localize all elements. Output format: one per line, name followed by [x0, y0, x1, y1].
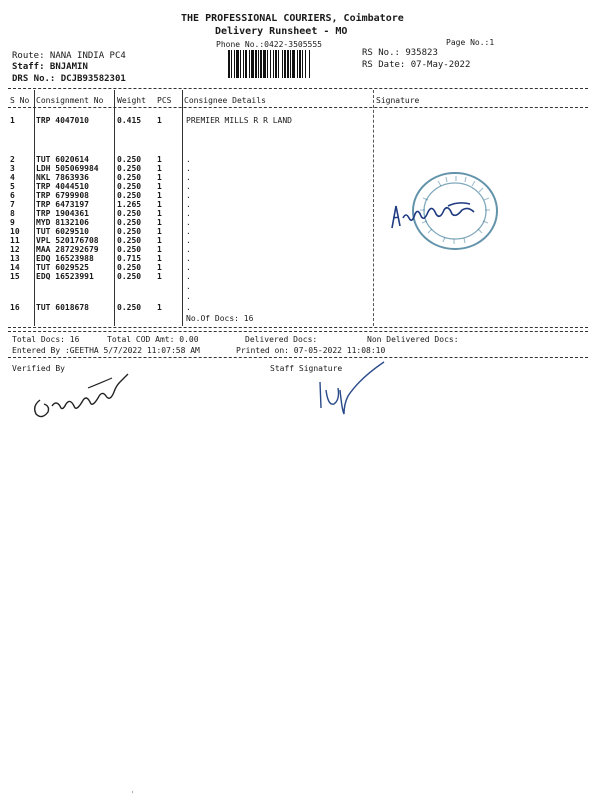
header-bottom-rule — [8, 107, 588, 108]
row-pcs: 1 — [157, 218, 162, 227]
row-pcs: 1 — [157, 116, 162, 125]
barcode-bar — [278, 50, 279, 78]
table-row — [0, 191, 600, 200]
table-row — [0, 218, 600, 227]
row-weight: 0.250 — [117, 155, 142, 164]
total-cod-amount: Total COD Amt: 0.00 — [107, 335, 199, 344]
row-weight: 0.250 — [117, 164, 142, 173]
table-row — [0, 209, 600, 218]
barcode-bar — [273, 50, 274, 78]
barcode-bar — [299, 50, 301, 78]
table-row — [0, 254, 600, 263]
row-sno: 6 — [10, 191, 15, 200]
row-weight: 0.250 — [117, 173, 142, 182]
row-weight: 0.715 — [117, 254, 142, 263]
table-row — [0, 263, 600, 272]
barcode-bar — [297, 50, 298, 78]
barcode-bar — [231, 50, 232, 78]
barcode-bar — [249, 50, 250, 78]
barcode-bar — [258, 50, 259, 78]
header-weight: Weight — [117, 96, 146, 105]
barcode-bar — [243, 50, 244, 78]
row-consignment: MYD 8132106 — [36, 218, 89, 227]
header-signature: Signature — [376, 96, 420, 105]
row-sno: 5 — [10, 182, 15, 191]
row-weight: 0.250 — [117, 227, 142, 236]
staff-signature-label: Staff Signature — [270, 364, 343, 373]
barcode — [228, 50, 356, 78]
header-consignee-details: Consignee Details — [184, 96, 266, 105]
row-consignee: . — [186, 218, 191, 227]
row-sno: 12 — [10, 245, 20, 254]
row-sno: 13 — [10, 254, 20, 263]
row-consignee: . — [186, 236, 191, 245]
row-sno: 14 — [10, 263, 20, 272]
row-consignment: NKL 7863936 — [36, 173, 89, 182]
row-consignee: . — [186, 182, 191, 191]
row-consignment: TUT 6029510 — [36, 227, 89, 236]
barcode-bar — [234, 50, 235, 78]
row-sno: 3 — [10, 164, 15, 173]
row-sno: 10 — [10, 227, 20, 236]
rs-number: RS No.: 935823 — [362, 48, 438, 58]
consignee-dot: . — [186, 292, 191, 301]
row-consignment: TRP 4044510 — [36, 182, 89, 191]
row-consignee: . — [186, 272, 191, 281]
entered-by: Entered By :GEETHA 5/7/2022 11:07:58 AM — [12, 346, 200, 355]
row-sno: 11 — [10, 236, 20, 245]
barcode-bar — [292, 50, 295, 78]
row-pcs: 1 — [157, 155, 162, 164]
row-weight: 0.250 — [117, 191, 142, 200]
row-pcs: 1 — [157, 200, 162, 209]
row-weight: 0.250 — [117, 263, 142, 272]
row-weight: 0.250 — [117, 182, 142, 191]
barcode-bar — [228, 50, 230, 78]
row-consignee: . — [186, 254, 191, 263]
row-pcs: 1 — [157, 191, 162, 200]
row-pcs: 1 — [157, 173, 162, 182]
barcode-bar — [263, 50, 266, 78]
row-consignee: . — [186, 209, 191, 218]
row-weight: 0.250 — [117, 303, 142, 312]
page-mark: ' — [130, 790, 135, 799]
header-sno: S No — [10, 96, 30, 105]
row-sno: 9 — [10, 218, 15, 227]
rs-date: RS Date: 07-May-2022 — [362, 60, 471, 70]
non-delivered-docs: Non Delivered Docs: — [367, 335, 459, 344]
barcode-bar — [302, 50, 303, 78]
consignee-dot: . — [186, 282, 191, 291]
row-pcs: 1 — [157, 209, 162, 218]
table-row — [0, 236, 600, 245]
row-consignment: EDQ 16523991 — [36, 272, 94, 281]
row-sno: 4 — [10, 173, 15, 182]
row-consignee: . — [186, 263, 191, 272]
row-consignee: . — [186, 155, 191, 164]
row-consignee: . — [186, 227, 191, 236]
total-docs: Total Docs: 16 — [12, 335, 80, 344]
row-weight: 0.250 — [117, 209, 142, 218]
barcode-bar — [251, 50, 254, 78]
row-consignment: MAA 287292679 — [36, 245, 99, 254]
row-consignee: PREMIER MILLS R R LAND — [186, 116, 292, 125]
row-consignment: VPL 520176708 — [36, 236, 99, 245]
barcode-bar — [282, 50, 283, 78]
barcode-bar — [270, 50, 271, 78]
barcode-bar — [267, 50, 268, 78]
row-consignment: TRP 4047010 — [36, 116, 89, 125]
row-sno: 15 — [10, 272, 20, 281]
row-sno: 2 — [10, 155, 15, 164]
row-pcs: 1 — [157, 182, 162, 191]
consignee-signature — [388, 196, 488, 232]
staff-signature — [300, 360, 390, 418]
row-weight: 0.415 — [117, 116, 142, 125]
row-consignee: . — [186, 200, 191, 209]
table-row — [0, 164, 600, 173]
row-consignment: TUT 6020614 — [36, 155, 89, 164]
row-sno: 1 — [10, 116, 15, 125]
row-pcs: 1 — [157, 254, 162, 263]
row-sno: 8 — [10, 209, 15, 218]
barcode-bar — [236, 50, 239, 78]
header-top-rule — [8, 88, 588, 89]
row-consignment: TRP 6799908 — [36, 191, 89, 200]
page-number: Page No.:1 — [446, 38, 495, 47]
row-pcs: 1 — [157, 263, 162, 272]
row-consignee: . — [186, 164, 191, 173]
row-weight: 0.250 — [117, 236, 142, 245]
barcode-bar — [245, 50, 247, 78]
footer-rule — [8, 331, 588, 332]
staff-label: Staff: BNJAMIN — [12, 62, 88, 72]
table-row — [0, 200, 600, 209]
row-pcs: 1 — [157, 303, 162, 312]
table-row — [0, 173, 600, 182]
barcode-bar — [309, 50, 310, 78]
table-row — [0, 245, 600, 254]
header-consignment: Consignment No — [36, 96, 104, 105]
no-of-docs: No.Of Docs: 16 — [186, 314, 254, 323]
row-consignee: . — [186, 191, 191, 200]
row-consignee: . — [186, 245, 191, 254]
row-pcs: 1 — [157, 164, 162, 173]
row-pcs: 1 — [157, 245, 162, 254]
row-weight: 1.265 — [117, 200, 142, 209]
table-row — [0, 227, 600, 236]
company-name: THE PROFESSIONAL COURIERS, Coimbatore — [181, 13, 404, 24]
row-consignee: . — [186, 303, 191, 312]
footer-bottom-rule — [8, 357, 588, 358]
table-row — [0, 303, 600, 312]
row-pcs: 1 — [157, 227, 162, 236]
document-title: Delivery Runsheet - MO — [215, 26, 348, 37]
barcode-bar — [240, 50, 241, 78]
row-weight: 0.250 — [117, 245, 142, 254]
row-consignment: TUT 6018678 — [36, 303, 89, 312]
row-consignee: . — [186, 173, 191, 182]
table-bottom-rule — [8, 327, 588, 328]
table-row — [0, 272, 600, 281]
row-weight: 0.250 — [117, 272, 142, 281]
row-consignment: TRP 6473197 — [36, 200, 89, 209]
row-sno: 7 — [10, 200, 15, 209]
row-consignment: EDQ 16523988 — [36, 254, 94, 263]
table-row — [0, 155, 600, 164]
barcode-bar — [305, 50, 306, 78]
barcode-bar — [284, 50, 286, 78]
barcode-bar — [260, 50, 262, 78]
table-row — [0, 116, 600, 125]
row-consignment: TRP 1904361 — [36, 209, 89, 218]
printed-on: Printed on: 07-05-2022 11:08:10 — [236, 346, 386, 355]
barcode-bar — [287, 50, 289, 78]
route-label: Route: NANA INDIA PC4 — [12, 51, 126, 61]
header-pcs: PCS — [157, 96, 172, 105]
table-row — [0, 182, 600, 191]
row-pcs: 1 — [157, 272, 162, 281]
verified-by-label: Verified By — [12, 364, 65, 373]
row-sno: 16 — [10, 303, 20, 312]
barcode-bar — [290, 50, 291, 78]
row-consignment: TUT 6029525 — [36, 263, 89, 272]
row-pcs: 1 — [157, 236, 162, 245]
phone-number: Phone No.:0422-3505555 — [216, 40, 322, 49]
barcode-bar — [255, 50, 257, 78]
row-weight: 0.250 — [117, 218, 142, 227]
row-consignment: LDH 505069984 — [36, 164, 99, 173]
barcode-bar — [275, 50, 277, 78]
verified-by-signature — [28, 362, 138, 422]
delivered-docs: Delivered Docs: — [245, 335, 318, 344]
drs-number: DRS No.: DCJB93582301 — [12, 74, 126, 84]
